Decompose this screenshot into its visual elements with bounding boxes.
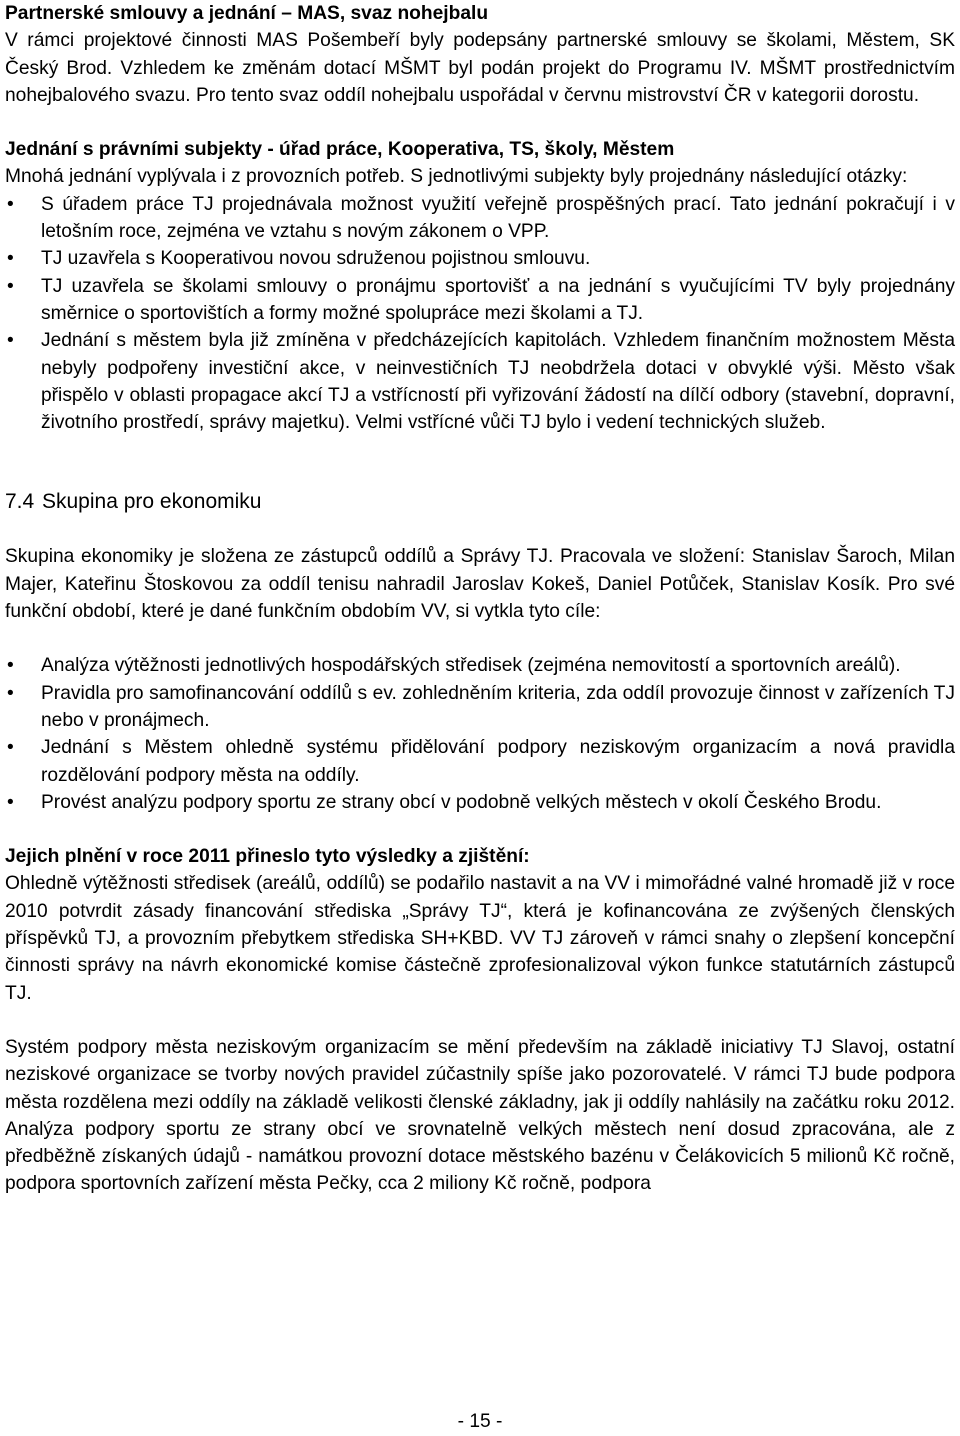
list-item: • Jednání s Městem ohledně systému přidělování podpory neziskovým organizacím a nová pravidla rozdělování podpory města na oddíly. [5,734,955,789]
section-intro: Skupina ekonomiky je složena ze zástupců oddílů a Správy TJ. Pracovala ve složení: Stanislav Šaroch, Milan Majer, Kateřinu Štoskovou za oddíl tenisu nahradil Jaroslav Kokeš, Daniel Potůček, Stanislav Kosík. Pro své funkční období, které je dané funkčním obdobím VV, si vytkla tyto cíle: [5,546,955,623]
page-number: - 15 - [457,1411,503,1432]
section-heading [5,488,955,516]
list-item: • TJ uzavřela s Kooperativou novou sdruženou pojistnou smlouvu. [5,245,955,272]
section-title: Skupina pro ekonomiku [42,490,262,514]
results-heading: Jejich plnění v roce 2011 přineslo tyto výsledky a zjištění: [5,846,530,868]
section-number: 7.4 [5,490,35,514]
list-item: • Pravidla pro samofinancování oddílů s ev. zohledněním kriteria, zda oddíl provozuje činnost v zařízeních TJ nebo v pronájmech. [5,680,955,735]
economics-section [5,488,955,816]
partners-paragraph: V rámci projektové činnosti MAS Pošembeří byly podepsány partnerské smlouvy se školami, Městem, SK Český Brod. Vzhledem ke změnám dotací MŠMT byl podán projekt do Programu IV. MŠMT prostřednictvím nohejbalového svazu. Pro tento svaz oddíl nohejbalu uspořádal v červnu mistrovství ČR v kategorii dorostu. [5,30,955,106]
list-item: • S úřadem práce TJ projednávala možnost využití veřejně prospěšných prací. Tato jednání pokračují i v letošním roce, zejména ve vztahu s novým zákonem o VPP. [5,191,955,246]
results-paragraph-1: Ohledně výtěžnosti středisek (areálů, oddílů) se podařilo nastavit a na VV i mimořádné valné hromadě již v roce 2010 potvrdit zásady financování střediska „Správy TJ“, která je kofinancována ze zvýšených členských příspěvků TJ, a provozním přebytkem střediska SH+KBD. VV TJ zároveň v rámci snahy o zlepšení koncepční činnosti správy na návrh ekonomické komise částečně zprofesionalizoval výkon funkce statutárních zástupců TJ. [5,873,955,1004]
list-item: • Provést analýzu podpory sportu ze strany obcí v podobně velkých městech v okolí Českého Brodu. [5,789,955,816]
results-block [5,843,955,1198]
legal-intro: Mnohá jednání vyplývala i z provozních potřeb. S jednotlivými subjekty byly projednány následující otázky: [5,166,908,188]
list-item: • Analýza výtěžnosti jednotlivých hospodářských středisek (zejména nemovitostí a sportovních areálů). [5,652,955,679]
legal-heading: Jednání s právními subjekty - úřad práce, Kooperativa, TS, školy, Městem [5,139,675,161]
list-item: • TJ uzavřela se školami smlouvy o pronájmu sportovišť a na jednání s vyučujícími TV byly projednány směrnice o sportovištích a formy možné spolupráce mezi školami a TJ. [5,273,955,328]
results-paragraph-2: Systém podpory města neziskovým organizacím se mění především na základě iniciativy TJ Slavoj, ostatní neziskové organizace se tvorby nových pravidel zúčastnily spíše jako pozorovatelé. V rámci TJ bude podpora města rozdělena mezi oddíly na základě velikosti členské základny, jak ji oddíly nahlásily na začátku roku 2012. Analýza podpory sportu ze strany obcí ve srovnatelně velkých městech není dosud zpracována, ale z předběžně získaných údajů - namátkou provozní dotace městského bazénu v Čelákovicích 5 milionů Kč ročně, podpora sportovních zařízení města Pečky, cca 2 miliony Kč ročně, podpora [5,1036,955,1195]
partners-heading: Partnerské smlouvy a jednání – MAS, svaz nohejbalu [5,3,489,24]
list-item: • Jednání s městem byla již zmíněna v předcházejících kapitolách. Vzhledem finančním možnostem Města nebyly podpořeny investiční akce, v neinvestičních TJ neobdržela dotaci v obvyklé výši. Město však přispělo v oblasti propagace akcí TJ a vstřícností při vyřizování žádostí na dílčí odbory (stavební, dopravní, životního prostředí, správy majetku). Velmi vstřícné vůči TJ bylo i vedení technických služeb. [5,327,955,436]
legal-bullet-list [5,191,955,437]
legal-block [5,136,955,436]
partners-block [5,0,955,109]
goals-list [5,652,955,816]
